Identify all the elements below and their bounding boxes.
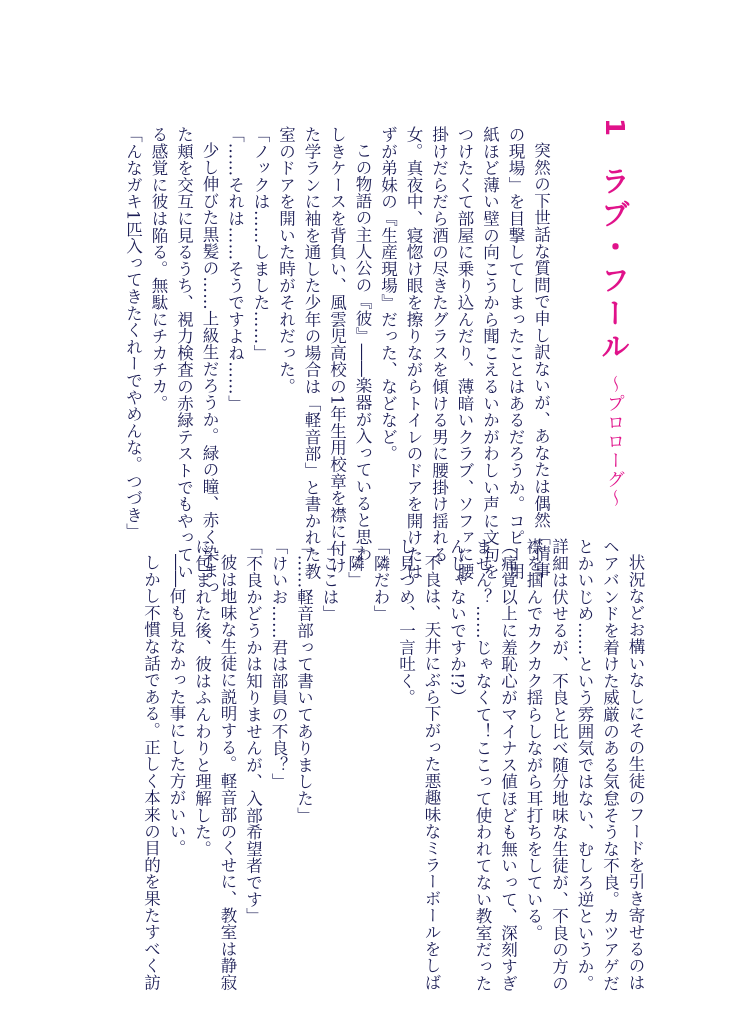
- text-column: しきケースを背負い、風雲児高校の1年生用校章を襟に付け: [327, 126, 347, 574]
- text-column: 彼は地味な生徒に説明する。軽音部のくせに、教室は静寂: [218, 554, 237, 991]
- text-column: んじゃないですか!?）: [447, 538, 467, 706]
- text-column: ません？……じゃなくて！ここって使われてない教室だった: [473, 538, 492, 992]
- text-column: 不良は、天井にぶら下がった悪趣味なミラーボールをしば: [422, 554, 441, 991]
- text-column: ヘアバンドを着けた威厳のある気怠そうな不良。カツアゲだ: [600, 538, 620, 992]
- text-column: 室のドアを開いた時がそれだった。: [276, 126, 296, 395]
- text-column: 「不良かどうかは知りませんが、入部希望者です」: [243, 538, 263, 925]
- text-column: （痛覚以上に羞恥心がマイナス値ほども無いって、深刻すぎ: [498, 538, 518, 992]
- text-column: に包まれた後、彼はふんわりと理解した。: [192, 538, 212, 858]
- text-column: 襟を掴んでカクカク揺らしながら耳打ちをしている。: [524, 538, 543, 942]
- text-column: しかし不慣な話である。正しく本来の目的を果たすべく訪: [141, 554, 161, 991]
- text-column: た学ランに袖を通した少年の場合は「軽音部」と書かれた教: [302, 126, 321, 580]
- chapter-number: 1: [599, 118, 629, 139]
- text-column: 「……それは……そうですよね……」: [225, 126, 245, 412]
- text-column: 「ノックは……しました……」: [251, 126, 270, 362]
- text-column: 紙ほど薄い壁の向こうから聞こえるいかがわしい声に文句を: [480, 126, 500, 580]
- text-column: 詳細は伏せるが、不良と比べ随分地味な生徒が、不良の方の: [549, 538, 569, 992]
- text-column: 突然の下世話な質問で申し訳ないが、あなたは偶然「情事: [531, 142, 551, 579]
- text-column: 少し伸びた黒髪の……上級生だろうか。緑の瞳、赤く染まっ: [200, 142, 219, 596]
- text-column: 掛けだらだら酒の尽きたグラスを傾ける男に腰掛け揺れる: [429, 126, 449, 563]
- text-column: 状況などお構いなしにその生徒のフードを引き寄せるのは: [626, 554, 645, 991]
- text-column: 「けいお……君は部員の不良？」: [269, 538, 288, 790]
- text-column: し見つめ、一言吐く。: [396, 538, 416, 706]
- text-column: の現場」を目撃してしまったことはあるだろうか。コピー用: [506, 126, 525, 580]
- text-column: 「隣だわ」: [371, 538, 390, 622]
- lower-text-block: [138, 538, 648, 992]
- text-column: 「隣」: [345, 538, 365, 589]
- text-column: る感覚に彼は陥る。無駄にチカチカ。: [149, 126, 168, 412]
- chapter-title: ラブ・フール: [597, 165, 631, 364]
- text-column: とかいじめ……という雰囲気ではない、むしろ逆というか。: [575, 538, 594, 992]
- text-column: 「……軽音部って書いてありました」: [294, 538, 314, 824]
- text-column: 女。真夜中、寝惚け眼を擦りながらトイレのドアを開けたは: [404, 126, 423, 580]
- chapter-heading: [594, 118, 635, 508]
- text-column: ――何も見なかった事にした方がいい。: [167, 554, 186, 857]
- text-column: 「ここは」: [320, 538, 339, 622]
- text-column: た頬を交互に見るうち、視力検査の赤緑テストでもやってい: [174, 126, 194, 580]
- chapter-subtitle: ～プロローグ～: [604, 375, 625, 509]
- text-column: つけたくて部屋に乗り込んだり、薄暗いクラブ、ソファに腰: [455, 126, 474, 580]
- text-column: 「んなガキ1匹入ってきたくれーでやめんな。つづき」: [123, 126, 143, 540]
- text-column: ずが弟妹の『生産現場』だった、などなど。: [378, 126, 398, 462]
- text-column: この物語の主人公の『彼』――楽器が入っていると思わ: [353, 142, 372, 562]
